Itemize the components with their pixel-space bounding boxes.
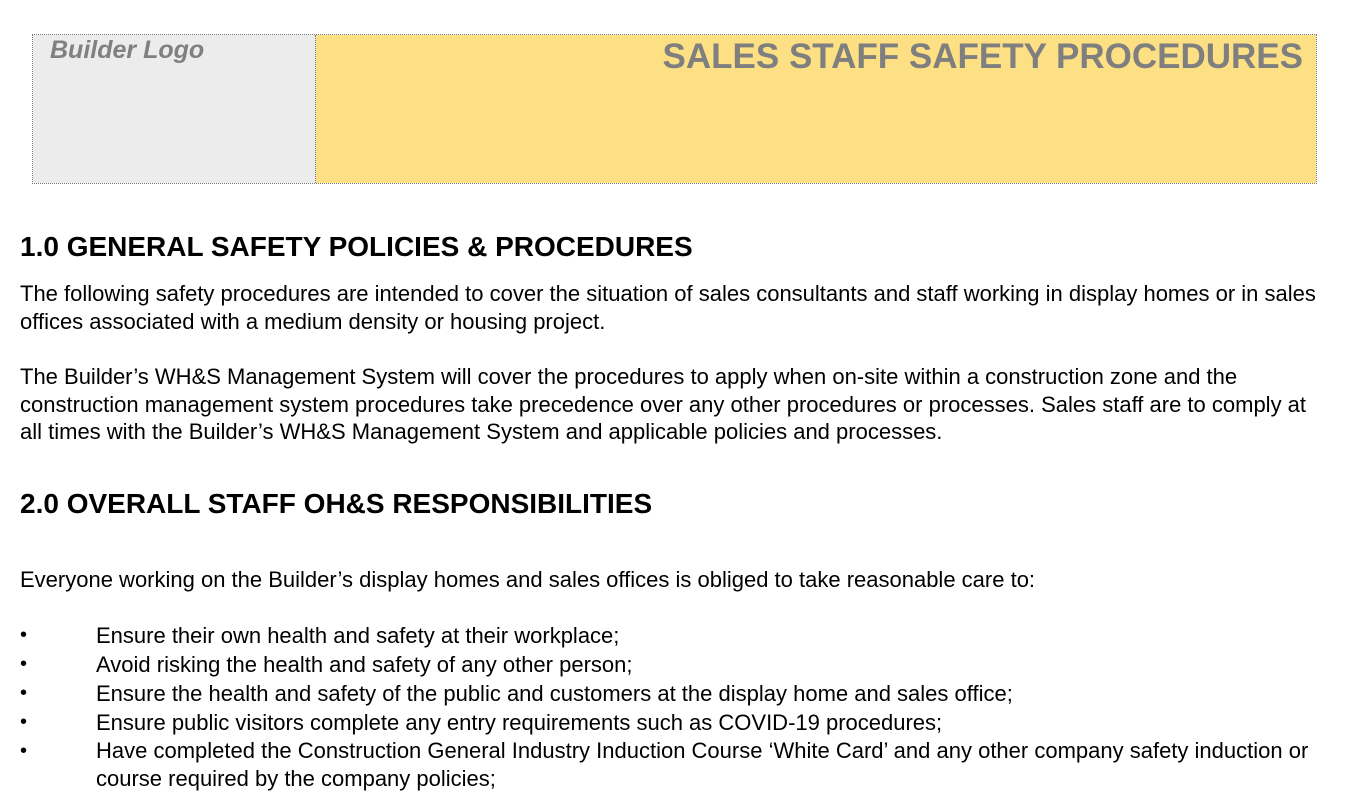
logo-placeholder-text: Builder Logo [50, 36, 205, 64]
bullet-icon: • [20, 711, 28, 733]
list-item [20, 708, 1330, 737]
list-item [20, 621, 1330, 650]
list-item [20, 737, 1330, 793]
document-title: SALES STAFF SAFETY PROCEDURES [662, 37, 1303, 76]
section-heading-1: 1.0 GENERAL SAFETY POLICIES & PROCEDURES [20, 231, 693, 262]
section-1-paragraph-1: The following safety procedures are intended to cover the situation of sales consultants and staff working in display homes or in sales offices associated with a medium density or housing project. [20, 281, 1316, 334]
list-item-text: Ensure their own health and safety at their workplace; [96, 623, 620, 648]
responsibilities-list [20, 621, 1330, 793]
list-item [20, 679, 1330, 708]
section-heading-2: 2.0 OVERALL STAFF OH&S RESPONSIBILITIES [20, 488, 653, 519]
title-banner [316, 35, 1316, 183]
list-item-text: Avoid risking the health and safety of any other person; [96, 652, 633, 677]
logo-placeholder [33, 35, 316, 183]
list-item-text: Have completed the Construction General Industry Induction Course ‘White Card’ and any other company safety induction or course required by the company policies; [96, 738, 1309, 791]
bullet-icon: • [20, 682, 28, 704]
section-2-intro: Everyone working on the Builder’s display homes and sales offices is obliged to take reasonable care to: [20, 567, 1036, 592]
bullet-icon: • [20, 740, 28, 762]
bullet-icon: • [20, 624, 28, 646]
section-1-paragraph-2: The Builder’s WH&S Management System will cover the procedures to apply when on-site within a construction zone and the construction management system procedures take precedence over any other procedures or processes. Sales staff are to comply at all times with the Builder’s WH&S Management System and applicable policies and processes. [20, 364, 1307, 444]
list-item-text: Ensure the health and safety of the public and customers at the display home and sales office; [96, 681, 1013, 706]
document-header [32, 34, 1317, 184]
list-item-text: Ensure public visitors complete any entry requirements such as COVID-19 procedures; [96, 710, 943, 735]
bullet-icon: • [20, 653, 28, 675]
list-item [20, 650, 1330, 679]
